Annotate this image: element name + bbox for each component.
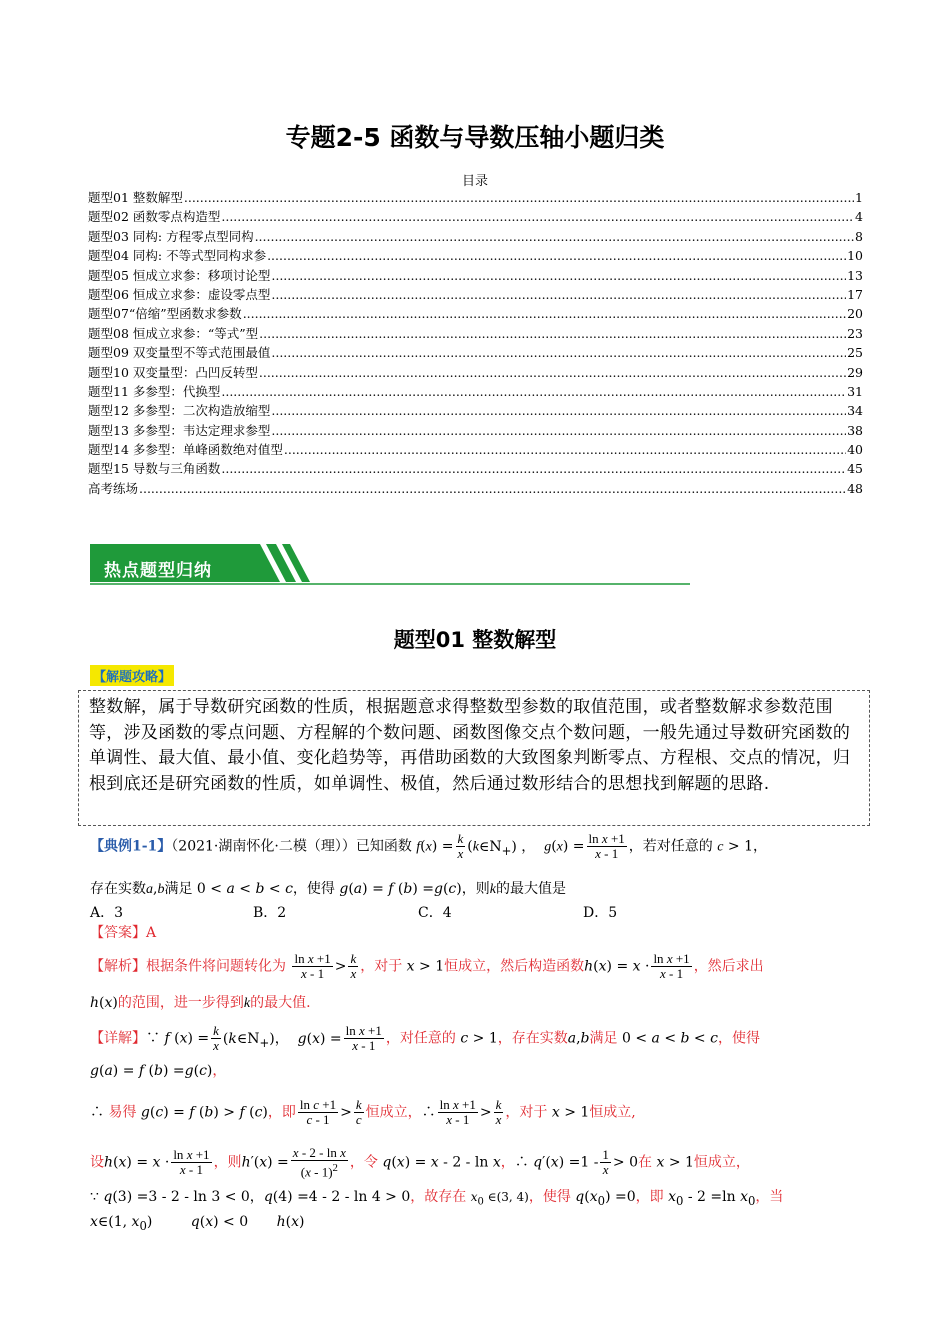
analysis-text: 的最大值.: [250, 995, 311, 1011]
formula: h(x) = x ·: [584, 958, 650, 975]
toc-entry-label: 高考练场: [88, 480, 139, 496]
formula: $x_0$ ∈(3, 4): [470, 1190, 529, 1208]
toc-leader: [271, 266, 846, 285]
toc-entry[interactable]: [88, 363, 863, 382]
toc-entry[interactable]: [88, 246, 863, 265]
toc-entry-label: 题型15 导数与三角函数: [88, 461, 221, 477]
toc-entry[interactable]: [88, 382, 863, 401]
therefore-symbol: ∴: [421, 1104, 436, 1121]
toc-entry-label: 题型10 双变量型：凸凹反转型: [88, 364, 258, 380]
toc-leader: [271, 401, 846, 420]
detail-text: ，即: [635, 1189, 664, 1205]
toc-entry-page: 45: [847, 461, 863, 477]
option-b[interactable]: B．2: [253, 905, 287, 921]
fraction: $\frac{k}{x}$: [350, 951, 357, 981]
fraction: $\frac{k}{x}$: [457, 831, 464, 861]
toc-entry-page: 29: [847, 364, 863, 380]
formula: ) =: [562, 838, 585, 855]
toc-entry[interactable]: [88, 188, 863, 207]
detail-text: ，对于: [505, 1104, 548, 1121]
toc-entry-label: 题型09 双变量型不等式范围最值: [88, 345, 271, 361]
formula: ∴ q′(x) =1 -: [514, 1154, 599, 1171]
analysis-text: ，对于: [360, 958, 403, 975]
detail-text: 设: [90, 1154, 104, 1171]
detail-text: ，使得: [717, 1030, 760, 1047]
fraction: $\frac{\text{ln x +1}}{x - 1}$: [439, 1097, 476, 1127]
example-source: （2021·湖南怀化·二模（理））已知函数: [171, 838, 412, 855]
formula: >: [340, 1104, 352, 1121]
banner-label: 热点题型归纳: [104, 561, 212, 581]
formula: ∵ f (x) =: [146, 1030, 210, 1047]
toc-entry-label: 题型01 整数解型: [88, 190, 183, 205]
detail-text: ，即: [267, 1104, 296, 1121]
formula: a: [146, 882, 153, 897]
fraction: $\frac{k}{c}$: [355, 1097, 362, 1127]
toc-entry[interactable]: [88, 207, 863, 226]
section-title: 题型01 整数解型: [393, 628, 557, 652]
page-title: 专题2-5 函数与导数压轴小题归类: [285, 123, 665, 152]
example-text: 满足: [164, 881, 193, 897]
detail-text: 恒成立,: [589, 1104, 636, 1121]
toc-leader: [271, 421, 846, 440]
toc-leader: [271, 343, 846, 362]
toc-entry[interactable]: [88, 459, 863, 478]
formula: $(k\in N_+)$， g(x) =: [222, 1030, 342, 1050]
fraction: $\frac{\text{ln x +1}}{x - 1}$: [653, 951, 690, 981]
formula: 0 < a < b < c: [621, 1030, 718, 1047]
formula: > 0: [612, 1154, 639, 1171]
detail-tag: 【详解】: [90, 1030, 146, 1047]
toc-entry-label: 题型07“倍缩”型函数求参数: [88, 306, 242, 322]
toc-entry[interactable]: [88, 343, 863, 362]
formula: g(a) = f (b) =g(c): [339, 881, 462, 897]
toc-entry-page: 10: [847, 248, 863, 264]
detail-text: ，故存在: [410, 1189, 467, 1205]
toc-entry-label: 题型05 恒成立求参：移项讨论型: [88, 267, 271, 283]
toc-entry[interactable]: [88, 304, 863, 323]
formula: c > 1: [460, 1030, 498, 1047]
therefore-symbol: ∴: [90, 1104, 104, 1121]
analysis-line-2: [90, 992, 311, 1012]
toc-leader: [221, 459, 846, 478]
formula: (: [551, 838, 557, 855]
fraction: $\frac{\text{ln x +1}}{x - 1}$: [345, 1023, 382, 1053]
formula: >: [479, 1104, 492, 1121]
toc-entry-label: 题型12 多参型：二次构造放缩型: [88, 403, 271, 419]
example-text: ，使得: [292, 881, 335, 897]
toc-entry-page: 17: [847, 286, 863, 302]
detail-line-5: [90, 1186, 783, 1208]
toc-entry-label: 题型14 多参型：单峰函数绝对值型: [88, 442, 283, 458]
detail-text: ，对任意的: [385, 1030, 456, 1047]
detail-line-2: [90, 1060, 226, 1080]
formula: h′(x) =: [241, 1154, 289, 1171]
toc-leader: [259, 324, 846, 343]
fraction: $\frac{k}{x}$: [495, 1097, 502, 1127]
toc-entry-label: 题型02 函数零点构造型: [88, 209, 221, 225]
formula: g: [544, 839, 552, 855]
option-c[interactable]: C．4: [418, 905, 452, 921]
option-a[interactable]: A．3: [90, 905, 124, 921]
toc-entry-label: 题型13 多参型：韦达定理求参型: [88, 422, 271, 438]
toc-entry-page: 40: [847, 442, 863, 458]
tip-box: [78, 690, 870, 826]
toc-entry[interactable]: [88, 266, 863, 285]
analysis-text: ，然后求出: [693, 958, 764, 975]
toc-leader: [139, 479, 846, 498]
formula: 0 < a < b < c: [196, 881, 293, 897]
analysis-text: 的范围，进一步得到: [117, 995, 244, 1011]
formula: k: [243, 996, 251, 1011]
formula: (: [467, 838, 473, 855]
toc-leader: [184, 188, 854, 207]
example-tag: 【典例1-1】: [90, 838, 172, 855]
formula: x: [556, 839, 563, 855]
formula: x > 1: [551, 1104, 590, 1121]
analysis-line-1: [90, 952, 764, 981]
example-text: 的最大值是: [495, 881, 566, 897]
analysis-text: 根据条件将问题转化为: [146, 958, 286, 975]
detail-text: 恒成立，: [365, 1104, 422, 1121]
toc-entry[interactable]: [88, 324, 863, 343]
formula: q(x) < 0: [190, 1214, 249, 1230]
toc-entry-label: 题型06 恒成立求参：虚设零点型: [88, 286, 271, 302]
example-line-1: [90, 832, 767, 861]
detail-text: ，使得: [528, 1189, 571, 1205]
toc-heading: 目录: [461, 174, 488, 189]
toc-entry[interactable]: [88, 479, 863, 498]
formula: h(x): [90, 995, 118, 1011]
detail-text: ，则: [213, 1154, 242, 1171]
toc-entry[interactable]: [88, 421, 863, 440]
fraction: $\frac{\text{ln x +1}}{x - 1}$: [294, 951, 331, 981]
toc-entry-page: 31: [847, 383, 863, 399]
because-symbol: ∵: [146, 1030, 160, 1047]
formula: > 1，: [723, 838, 768, 855]
answer-tag: 【答案】: [90, 925, 146, 941]
example-text: 存在实数: [90, 881, 146, 897]
toc-entry[interactable]: [88, 401, 863, 420]
toc-entry-page: 23: [847, 325, 863, 341]
fraction: $\frac{k}{x}$: [213, 1023, 219, 1053]
formula: (: [420, 838, 426, 855]
toc-entry[interactable]: [88, 285, 863, 304]
detail-text: ，当: [755, 1189, 784, 1205]
toc-entry-page: 38: [847, 422, 863, 438]
detail-line-6: [90, 1214, 304, 1233]
answer-line: [90, 922, 156, 942]
formula: x > 1: [656, 1154, 694, 1171]
table-of-contents: [88, 188, 863, 498]
example-line-2: 存在实数a,b满足 0 < a < b < c，使得 g(a) = f (b) =g(c)，则k的最大值是: [90, 881, 566, 897]
toc-entry-page: 13: [847, 267, 863, 283]
example-text: ，若对任意的: [628, 838, 713, 855]
toc-entry-page: 4: [855, 209, 863, 225]
formula: b: [157, 882, 165, 897]
fraction: $\frac{\text{ln c +1}}{c - 1}$: [299, 1097, 337, 1127]
analysis-tag: 【解析】: [90, 958, 146, 975]
answer-value: A: [146, 925, 157, 941]
formula: $x_0 - 2 =\ln$ $x_0$: [668, 1189, 756, 1208]
toc-leader: [271, 285, 846, 304]
toc-entry-page: 8: [855, 228, 863, 244]
formula: k: [489, 882, 496, 897]
option-d[interactable]: D．5: [583, 905, 618, 921]
fraction: $\frac{1}{x}$: [602, 1147, 609, 1178]
toc-entry[interactable]: [88, 440, 863, 459]
detail-line-1: [90, 1024, 760, 1053]
toc-entry-label: 题型03 同构: 方程零点型同构: [88, 228, 254, 244]
toc-entry-page: 25: [847, 345, 863, 361]
toc-leader: [259, 363, 846, 382]
fraction: $\frac{\text{ln x +1}}{x - 1}$: [173, 1147, 210, 1178]
formula: $q(x_0) =0$: [575, 1189, 636, 1208]
detail-text: 满足: [589, 1030, 618, 1047]
toc-leader: [243, 304, 846, 323]
detail-text: 恒成立，: [693, 1154, 750, 1171]
toc-leader: [221, 207, 854, 226]
detail-text: 在: [638, 1154, 653, 1171]
detail-line-4: [90, 1146, 750, 1179]
formula: >: [334, 958, 347, 975]
formula: h(x): [276, 1214, 305, 1230]
formula: x∈(1, $x_0$): [90, 1214, 153, 1233]
formula: h(x) = x ·: [104, 1154, 170, 1171]
detail-line-3: [90, 1098, 636, 1127]
toc-entry-page: 34: [847, 403, 863, 419]
detail-text: ，: [212, 1063, 227, 1079]
formula: ∵ q(3) =3 - 2 - ln 3 < 0，q(4) =4 - 2 - ln 4 > 0: [90, 1189, 411, 1205]
toc-entry[interactable]: [88, 227, 863, 246]
tip-tag: 【解题攻略】: [90, 665, 174, 686]
toc-entry-page: 1: [855, 190, 863, 205]
formula: ) =: [431, 838, 454, 855]
tip-text: 整数解，属于导数研究函数的性质，根据题意求得整数型参数的取值范围，或者整数解求参数范围等，涉及函数的零点问题、方程解的个数问题、函数图像交点个数问题，一般先通过导数研究函数的单调性、最大值、最小值、变化趋势等，再借助函数的大致图象判断零点、方程根、交点的情况，归根到底还是研究函数的性质，如单调性、极值，然后通过数形结合的思想找到解题的思路.: [89, 697, 851, 794]
formula: q(x) = x - 2 - ln x: [382, 1154, 501, 1171]
formula: x > 1: [406, 958, 445, 975]
toc-leader: [255, 227, 854, 246]
formula: x: [425, 839, 432, 855]
analysis-text: 恒成立，然后构造函数: [444, 958, 585, 975]
fraction: $\frac{\text{ln x +1}}{x - 1}$: [588, 831, 625, 861]
toc-entry-page: 20: [847, 306, 863, 322]
detail-text: 易得: [108, 1104, 137, 1121]
toc-leader: [284, 440, 846, 459]
toc-entry-label: 题型11 多参型：代换型: [88, 383, 221, 399]
formula: a,b: [567, 1030, 590, 1047]
example-text: ，则: [461, 881, 490, 897]
formula: g(a) = f (b) =g(c): [90, 1063, 213, 1079]
fraction: $\frac{\text{x - 2 - ln x}}{(x - 1)^2}$: [292, 1145, 346, 1180]
formula: $\in N_+$) ，: [478, 838, 545, 858]
formula: g(c) = f (b) > f (c): [140, 1104, 268, 1121]
detail-text: ，存在实数: [497, 1030, 568, 1047]
toc-leader: [267, 246, 846, 265]
detail-text: ，: [500, 1154, 515, 1171]
formula: f: [416, 839, 421, 855]
toc-entry-page: 48: [847, 480, 863, 496]
toc-leader: [221, 382, 846, 401]
formula: c: [717, 839, 724, 855]
detail-text: ，令: [349, 1154, 378, 1171]
formula: k: [472, 839, 479, 855]
toc-entry-label: 题型08 恒成立求参：“等式”型: [88, 325, 259, 341]
toc-entry-label: 题型04 同构: 不等式型同构求参: [88, 248, 267, 264]
